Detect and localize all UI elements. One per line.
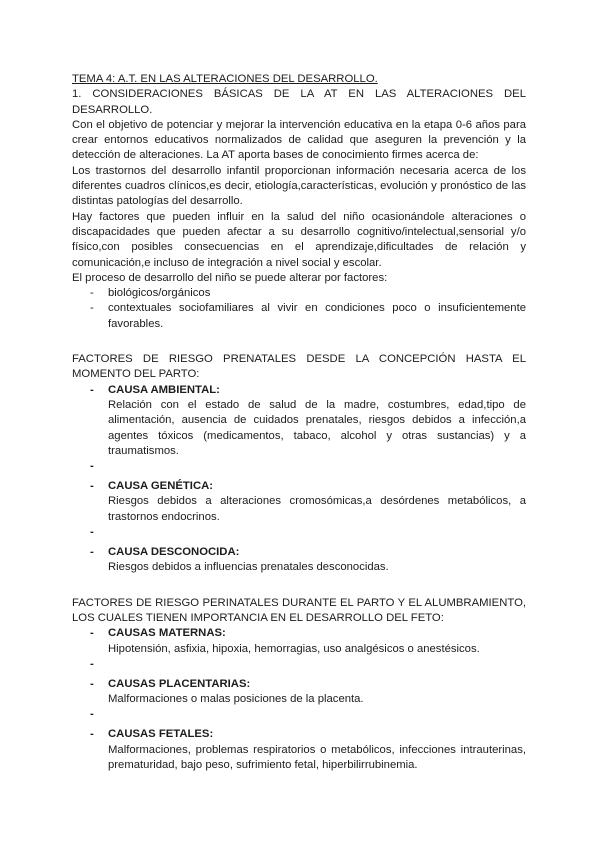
paragraph-1: Con el objetivo de potenciar y mejorar la intervención educativa en la etapa 0-6 años para crear entornos educativos normalizados de calidad que aseguren la prevención y la detección de alteraciones. La AT aporta bases de conocimiento firmes acerca de:	[72, 118, 526, 162]
cause-title: - CAUSA AMBIENTAL:	[108, 383, 220, 396]
cause-item	[72, 677, 526, 708]
document-page	[72, 72, 526, 773]
cause-body: Riesgos debidos a influencias prenatales desconocidas.	[108, 561, 389, 574]
cause-title: - CAUSAS FETALES:	[108, 728, 214, 741]
factors-list	[72, 286, 526, 332]
list-item: - biológicos/orgánicos	[72, 286, 526, 301]
cause-item	[72, 545, 526, 576]
prenatal-causes	[72, 383, 526, 576]
cause-body: Malformaciones, problemas respiratorios o metabólicos, infecciones intrauterinas, prematuridad, bajo peso, sufrimiento fetal, hiperbilirrubinemia.	[108, 743, 526, 771]
cause-title: - CAUSAS MATERNAS:	[108, 627, 226, 640]
cause-item	[72, 479, 526, 525]
cause-body: Riesgos debidos a alteraciones cromosómicas,a desórdenes metabólicos, a trastornos endocrinos.	[108, 495, 526, 523]
perinatal-heading: FACTORES DE RIESGO PERINATALES DURANTE EL PARTO Y EL ALUMBRAMIENTO, LOS CUALES TIENEN IMPORTANCIA EN EL DESARROLLO DEL FETO:	[72, 596, 526, 624]
prenatal-heading: FACTORES DE RIESGO PRENATALES DESDE LA CONCEPCIÓN HASTA EL MOMENTO DEL PARTO:	[72, 353, 526, 381]
list-item: - contextuales sociofamiliares al vivir en condiciones poco o insuficientemente favorables.	[72, 301, 526, 332]
paragraph-4: El proceso de desarrollo del niño se puede alterar por factores:	[72, 271, 388, 284]
cause-item	[72, 383, 526, 459]
doc-title: TEMA 4: A.T. EN LAS ALTERACIONES DEL DESARROLLO.	[72, 73, 378, 85]
paragraph-2: Los trastornos del desarrollo infantil proporcionan información necesaria acerca de los diferentes cuadros clínicos,es decir, etiología,características, evolución y pronóstico de las distintas patologías del desarrollo.	[72, 164, 526, 208]
cause-body: Relación con el estado de salud de la madre, costumbres, edad,tipo de alimentación, ausencia de cuidados prenatales, riesgos debidos a infección,a agentes tóxicos (medicamentos, tabaco, alcohol y otras sustancias) y a traumatismos.	[108, 398, 526, 457]
perinatal-causes	[72, 626, 526, 773]
cause-body: Malformaciones o malas posiciones de la placenta.	[108, 693, 364, 706]
paragraph-3: Hay factores que pueden influir en la salud del niño ocasionándole alteraciones o discapacidades que pueden afectar a su desarrollo cognitivo/intelectual,sensorial y/o físico,con posibles consecuencias en el aprendizaje,dificultades de relación y comunicación,e incluso de integración a nivel social y escolar.	[72, 210, 526, 269]
cause-title: - CAUSA DESCONOCIDA:	[108, 546, 240, 559]
cause-item	[72, 727, 526, 773]
section-heading: 1. CONSIDERACIONES BÁSICAS DE LA AT EN LAS ALTERACIONES DEL DESARROLLO.	[72, 88, 526, 116]
cause-title: - CAUSA GENÉTICA:	[108, 480, 214, 493]
cause-item	[72, 626, 526, 657]
cause-title: - CAUSAS PLACENTARIAS:	[108, 677, 251, 690]
cause-body: Hipotensión, asfixia, hipoxia, hemorragias, uso analgésicos o anestésicos.	[108, 642, 480, 655]
